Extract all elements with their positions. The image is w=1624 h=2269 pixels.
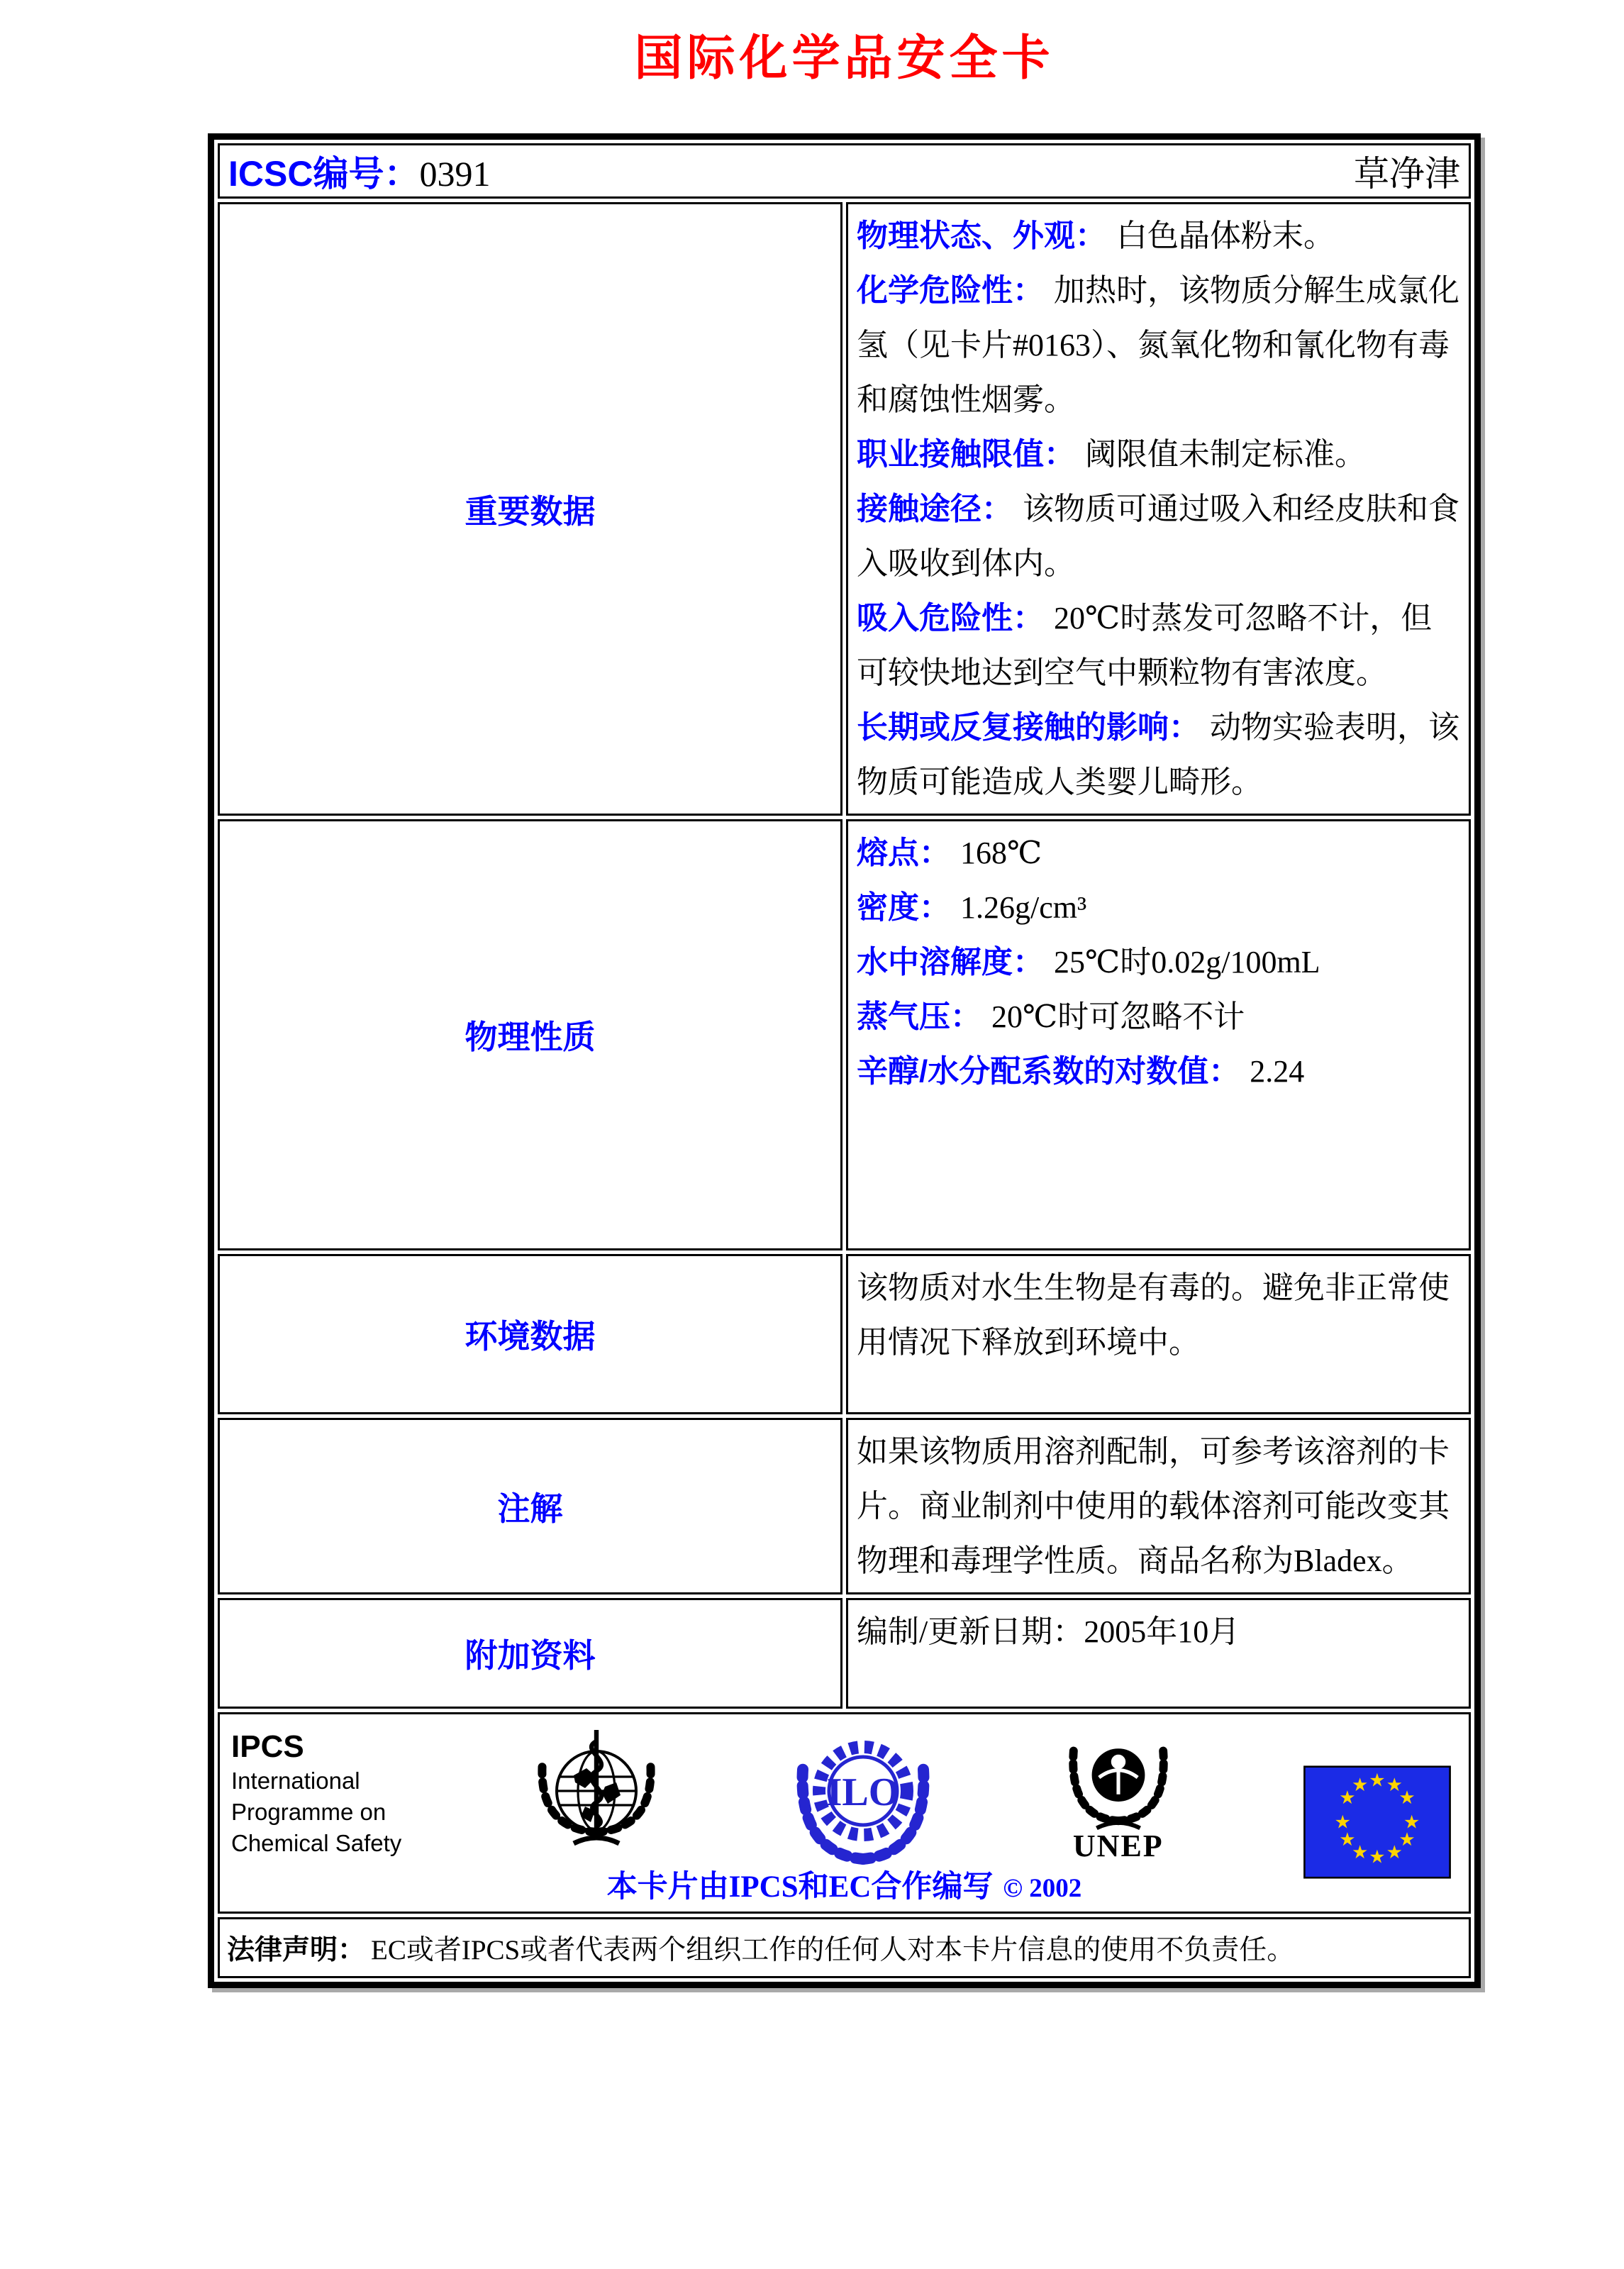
page-title: 国际化学品安全卡 — [634, 31, 1055, 85]
who-logo — [525, 1724, 667, 1873]
svg-text:★: ★ — [1369, 1846, 1386, 1868]
svg-text:★: ★ — [1339, 1829, 1356, 1851]
additional-info-text: 编制/更新日期：2005年10月 — [857, 1614, 1240, 1649]
item-text: 该物质可通过吸入和经皮肤和食入吸收到体内。 — [857, 492, 1459, 581]
icsc-card — [208, 133, 1481, 1988]
ilo-logo-icon — [792, 1724, 934, 1866]
section-cell-physical-properties — [218, 819, 842, 1250]
item-text: 25℃时0.02g/100mL — [1054, 945, 1320, 980]
item-occupational-limit — [857, 427, 1460, 482]
item-label: 化学危险性： — [857, 273, 1044, 308]
chemical-name: 草净津 — [1354, 154, 1460, 194]
item-label: 吸入危险性： — [857, 601, 1044, 636]
notes-text: 如果该物质用溶剂配制，可参考该溶剂的卡片。商业制剂中使用的载体溶剂可能改变其物理和毒理学性质。商品名称为Bladex。 — [857, 1434, 1450, 1578]
item-label: 长期或反复接触的影响： — [857, 710, 1200, 745]
item-label: 物理状态、外观： — [857, 218, 1106, 253]
copyright: © 2002 — [1003, 1874, 1082, 1903]
item-vapor-pressure — [857, 989, 1460, 1044]
section-label-notes: 注解 — [497, 1489, 563, 1527]
ipcs-line: International — [231, 1768, 360, 1794]
section-content-additional-info — [846, 1598, 1471, 1709]
section-content-important-data — [846, 202, 1471, 816]
section-content-environmental-data — [846, 1254, 1471, 1414]
icsc-table — [214, 140, 1474, 1982]
item-text: 20℃时蒸发可忽略不计，但可较快地达到空气中颗粒物有害浓度。 — [857, 601, 1433, 690]
who-logo-icon — [525, 1724, 667, 1873]
ipcs-line: Chemical Safety — [231, 1830, 402, 1856]
svg-text:★: ★ — [1334, 1812, 1351, 1833]
item-label: 职业接触限值： — [857, 437, 1075, 472]
ilo-logo — [792, 1724, 934, 1866]
item-label: 熔点： — [857, 836, 950, 870]
icsc-number — [228, 145, 490, 196]
ipcs-acronym: IPCS — [231, 1729, 304, 1764]
item-label: 接触途径： — [857, 492, 1013, 526]
item-text: 1.26g/cm³ — [960, 890, 1087, 925]
icsc-number-label: ICSC编号： — [228, 154, 420, 194]
item-label: 水中溶解度： — [857, 945, 1044, 980]
unep-logo-text: UNEP — [1072, 1829, 1164, 1863]
card-header-row — [218, 143, 1471, 199]
item-physical-state — [857, 209, 1460, 263]
legal-row — [218, 1917, 1471, 1978]
section-label-additional-info: 附加资料 — [465, 1637, 596, 1674]
logos-row — [218, 1712, 1471, 1914]
item-text: 白色晶体粉末。 — [1116, 218, 1335, 253]
item-exposure-routes — [857, 482, 1460, 591]
section-label-physical-properties: 物理性质 — [465, 1019, 596, 1055]
icsc-number-value: 0391 — [419, 154, 491, 194]
svg-text:★: ★ — [1339, 1787, 1356, 1808]
section-cell-environmental-data — [218, 1254, 842, 1414]
svg-text:★: ★ — [1403, 1812, 1420, 1833]
ipcs-line: Programme on — [231, 1799, 386, 1825]
svg-text:★: ★ — [1398, 1787, 1416, 1808]
section-cell-important-data — [218, 202, 842, 816]
svg-text:★: ★ — [1351, 1841, 1369, 1863]
legal-text: EC或者IPCS或者代表两个组织工作的任何人对本卡片信息的使用不负责任。 — [371, 1935, 1295, 1965]
section-label-important-data: 重要数据 — [465, 492, 596, 530]
svg-text:★: ★ — [1386, 1775, 1403, 1795]
unep-logo-icon — [1058, 1724, 1179, 1831]
svg-text:★: ★ — [1398, 1829, 1416, 1851]
caption-text: 本卡片由IPCS和EC合作编写 — [606, 1870, 994, 1904]
environmental-data-text: 该物质对水生生物是有毒的。避免非正常使用情况下释放到环境中。 — [857, 1270, 1450, 1360]
section-content-notes — [846, 1418, 1471, 1594]
eu-flag-icon — [1303, 1765, 1452, 1879]
item-label: 辛醇/水分配系数的对数值： — [857, 1054, 1240, 1089]
item-text: 2.24 — [1250, 1054, 1305, 1089]
item-text: 阈限值未制定标准。 — [1085, 437, 1366, 472]
item-inhalation-risk — [857, 591, 1460, 700]
item-octanol-water-coefficient — [857, 1044, 1460, 1099]
section-content-physical-properties — [846, 819, 1471, 1250]
svg-text:★: ★ — [1369, 1770, 1386, 1791]
item-melting-point — [857, 826, 1460, 880]
item-text: 加热时，该物质分解生成氯化氢（见卡片#0163）、氮氧化物和氰化物有毒和腐蚀性烟雾。 — [857, 273, 1459, 417]
item-chemical-danger — [857, 263, 1460, 427]
section-cell-notes — [218, 1418, 842, 1594]
item-label: 蒸气压： — [857, 999, 981, 1034]
legal-label: 法律声明： — [227, 1935, 366, 1965]
section-cell-additional-info — [218, 1598, 842, 1709]
ilo-logo-text: ILO — [826, 1770, 899, 1814]
svg-text:★: ★ — [1386, 1841, 1403, 1863]
item-density — [857, 880, 1460, 935]
item-text: 168℃ — [960, 836, 1042, 870]
unep-logo — [1058, 1724, 1179, 1862]
footer-caption — [220, 1863, 1469, 1906]
item-longterm-effects — [857, 700, 1460, 809]
item-label: 密度： — [857, 890, 950, 925]
item-text: 动物实验表明，该物质可能造成人类婴儿畸形。 — [857, 710, 1459, 799]
ipcs-text-block — [231, 1724, 401, 1859]
svg-text:★: ★ — [1351, 1775, 1369, 1795]
item-text: 20℃时可忽略不计 — [991, 999, 1245, 1034]
section-label-environmental-data: 环境数据 — [465, 1318, 596, 1355]
item-water-solubility — [857, 935, 1460, 989]
